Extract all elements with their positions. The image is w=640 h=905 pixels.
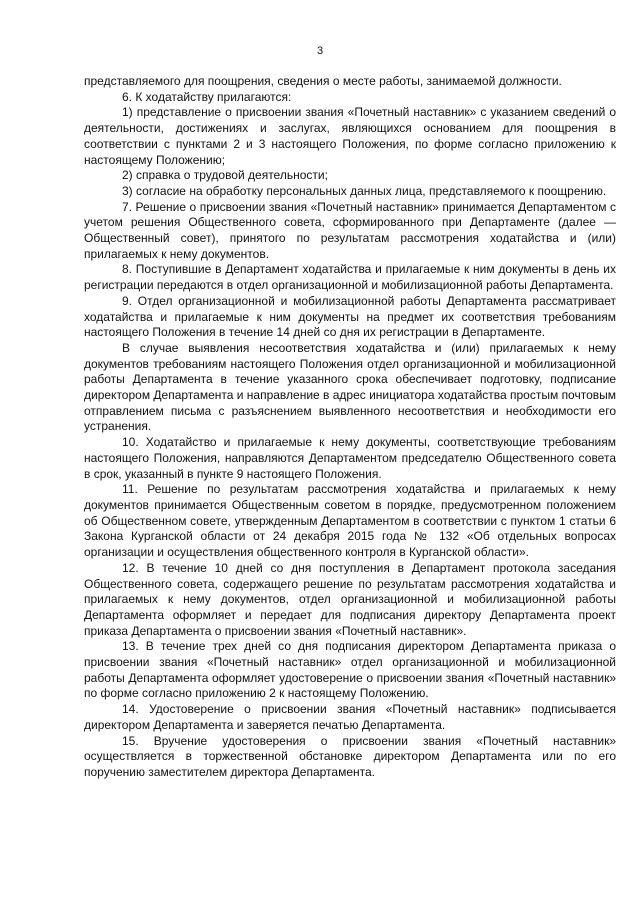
- paragraph-item-11: 11. Решение по результатам рассмотрения ходатайства и прилагаемых к нему документов принимается Общественным советом в порядке, предусмотренном положением об Общественном совете, утвержденным Департаментом в соответствии с пунктом 1 статьи 6 Закона Курганской области от 24 декабря 2015 года № 132 «Об отдельных вопросах организации и осуществления общественного контроля в Курганской области».: [84, 482, 616, 560]
- paragraph-item-10: 10. Ходатайство и прилагаемые к нему документы, соответствующие требованиям настоящего Положения, направляются Департаментом председателю Общественного совета в срок, указанный в пункте 9 настоящего Положения.: [84, 435, 616, 481]
- paragraph-item-7: 7. Решение о присвоении звания «Почетный наставник» принимается Департаментом с учетом решения Общественного совета, сформированного при Департаменте (далее — Общественный совет), принятого по результатам рассмотрения ходатайства и (или) прилагаемых к нему документов.: [84, 199, 616, 261]
- paragraph-continuation: представляемого для поощрения, сведения о месте работы, занимаемой должности.: [84, 74, 562, 88]
- paragraph-item-6: 6. К ходатайству прилагаются:: [122, 89, 292, 104]
- paragraph-item-9: 9. Отдел организационной и мобилизационной работы Департамента рассматривает ходатайства и прилагаемые к ним документы на предмет их соответствия требованиям настоящего Положения в течение 14 дней со дня их регистрации в Департаменте.: [84, 293, 616, 340]
- page-number: 3: [316, 45, 324, 57]
- paragraph-item-6-3: 3) согласие на обработку персональных данных лица, представляемого к поощрению.: [122, 183, 607, 198]
- paragraph-item-12: 12. В течение 10 дней со дня поступления в Департамент протокола заседания Общественного совета, содержащего решение по результатам рассмотрения ходатайства и прилагаемых к нему документов, отдел организационной и мобилизационной работы Департамента оформляет и передает для подписания директору Департамента проект приказа Департамента о присвоении звания «Почетный наставник».: [84, 560, 616, 638]
- paragraph-item-14: 14. Удостоверение о присвоении звания «Почетный наставник» подписывается директором Департамента и заверяется печатью Департамента.: [84, 702, 616, 732]
- paragraph-item-13: 13. В течение трех дней со дня подписания директором Департамента приказа о присвоении звания «Почетный наставник» отдел организационной и мобилизационной работы Департамента оформляет удостоверение о присвоении звания «Почетный наставник» по форме согласно приложению 2 к настоящему Положению.: [84, 639, 616, 701]
- paragraph-item-15: 15. Вручение удостоверения о присвоении звания «Почетный наставник» осуществляется в торжественной обстановке директором Департамента или по его поручению заместителем директора Департамента.: [84, 733, 616, 779]
- paragraph-item-6-1: 1) представление о присвоении звания «Почетный наставник» с указанием сведений о деятельности, достижениях и заслугах, являющихся основанием для поощрения в соответствии с пунктами 2 и 3 настоящего Положения, по форме согласно приложению к настоящему Положению;: [84, 105, 616, 167]
- document-body: [84, 74, 616, 781]
- paragraph-item-8: 8. Поступившие в Департамент ходатайства и прилагаемые к ним документы в день их регистрации передаются в отдел организационной и мобилизационной работы Департамента.: [84, 262, 616, 293]
- paragraph-item-9-mismatch: В случае выявления несоответствия ходатайства и (или) прилагаемых к нему документов требованиям настоящего Положения отдел организационной и мобилизационной работы Департамента в течение указанного срока обеспечивает подготовку, подписание директором Департамента и направление в адрес инициатора ходатайства простым почтовым отправлением письма с разъяснением выявленного несоответствия и необходимости его устранения.: [84, 340, 617, 434]
- paragraph-item-6-2: 2) справка о трудовой деятельности;: [122, 168, 328, 183]
